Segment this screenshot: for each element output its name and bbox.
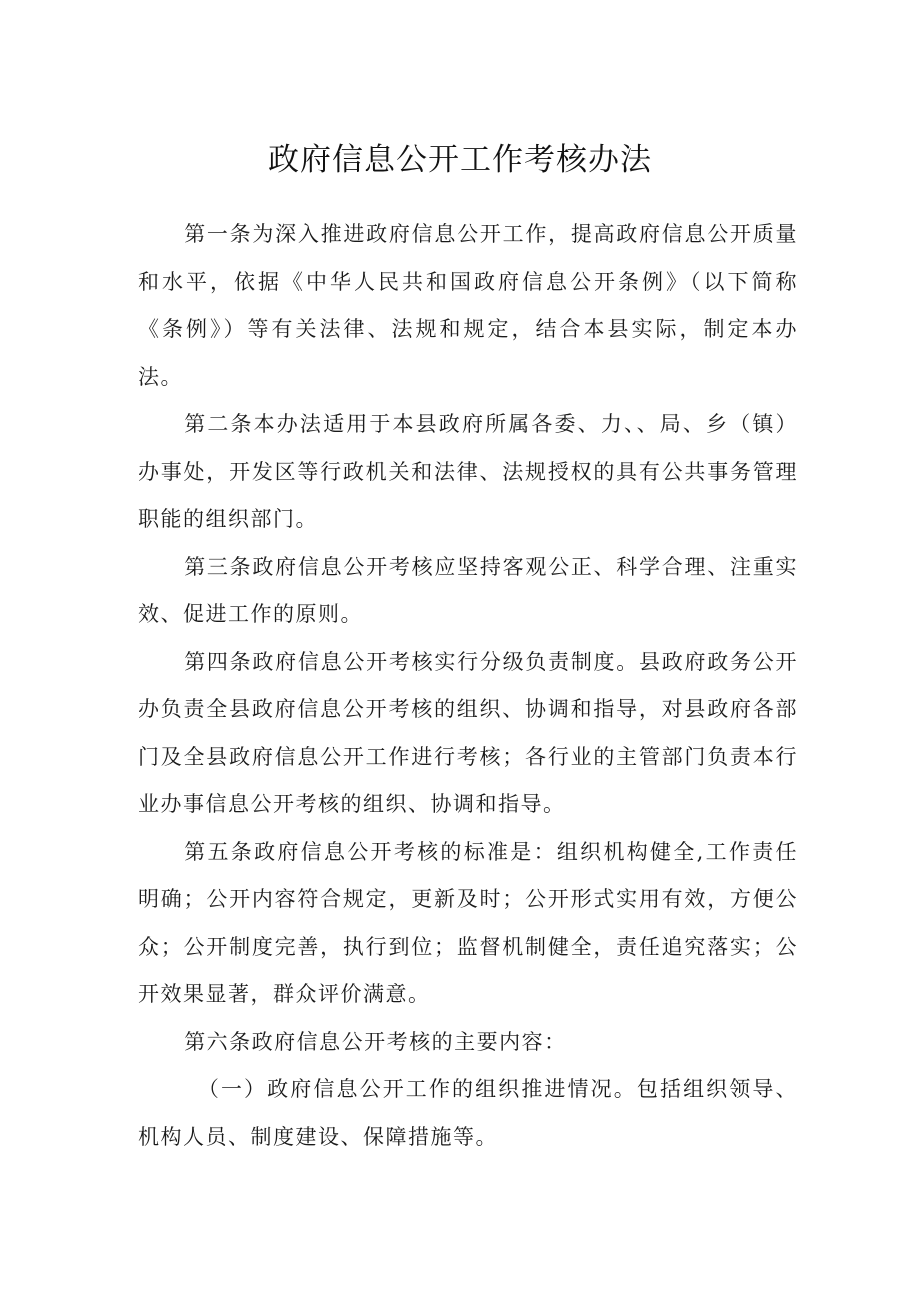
article-3-paragraph: 第三条政府信息公开考核应坚持客观公正、科学合理、注重实效、促进工作的原则。: [138, 554, 798, 626]
article-1-paragraph: 第一条为深入推进政府信息公开工作，提高政府信息公开质量和水平，依据《中华人民共和国政府信息公开条例》（以下简称《条例》）等有关法律、法规和规定，结合本县实际，制定本办法。: [138, 222, 798, 389]
article-5-paragraph: 第五条政府信息公开考核的标准是：组织机构健全,工作责任明确；公开内容符合规定，更新及时；公开形式实用有效，方便公众；公开制度完善，执行到位；监督机制健全，责任追究落实；公开效果显著，群众评价满意。: [138, 839, 798, 1006]
article-6-paragraph: 第六条政府信息公开考核的主要内容：: [184, 1029, 567, 1054]
document-title: 政府信息公开工作考核办法: [268, 142, 652, 178]
article-6-item-1-paragraph: （一）政府信息公开工作的组织推进情况。包括组织领导、机构人员、制度建设、保障措施等。: [138, 1077, 798, 1149]
document-body: [138, 211, 798, 1161]
article-2-paragraph: 第二条本办法适用于本县政府所属各委、力、、局、乡（镇）办事处，开发区等行政机关和法律、法规授权的具有公共事务管理职能的组织部门。: [138, 412, 798, 531]
article-4-paragraph: 第四条政府信息公开考核实行分级负责制度。县政府政务公开办负责全县政府信息公开考核的组织、协调和指导，对县政府各部门及全县政府信息公开工作进行考核；各行业的主管部门负责本行业办事信息公开考核的组织、协调和指导。: [138, 649, 798, 816]
